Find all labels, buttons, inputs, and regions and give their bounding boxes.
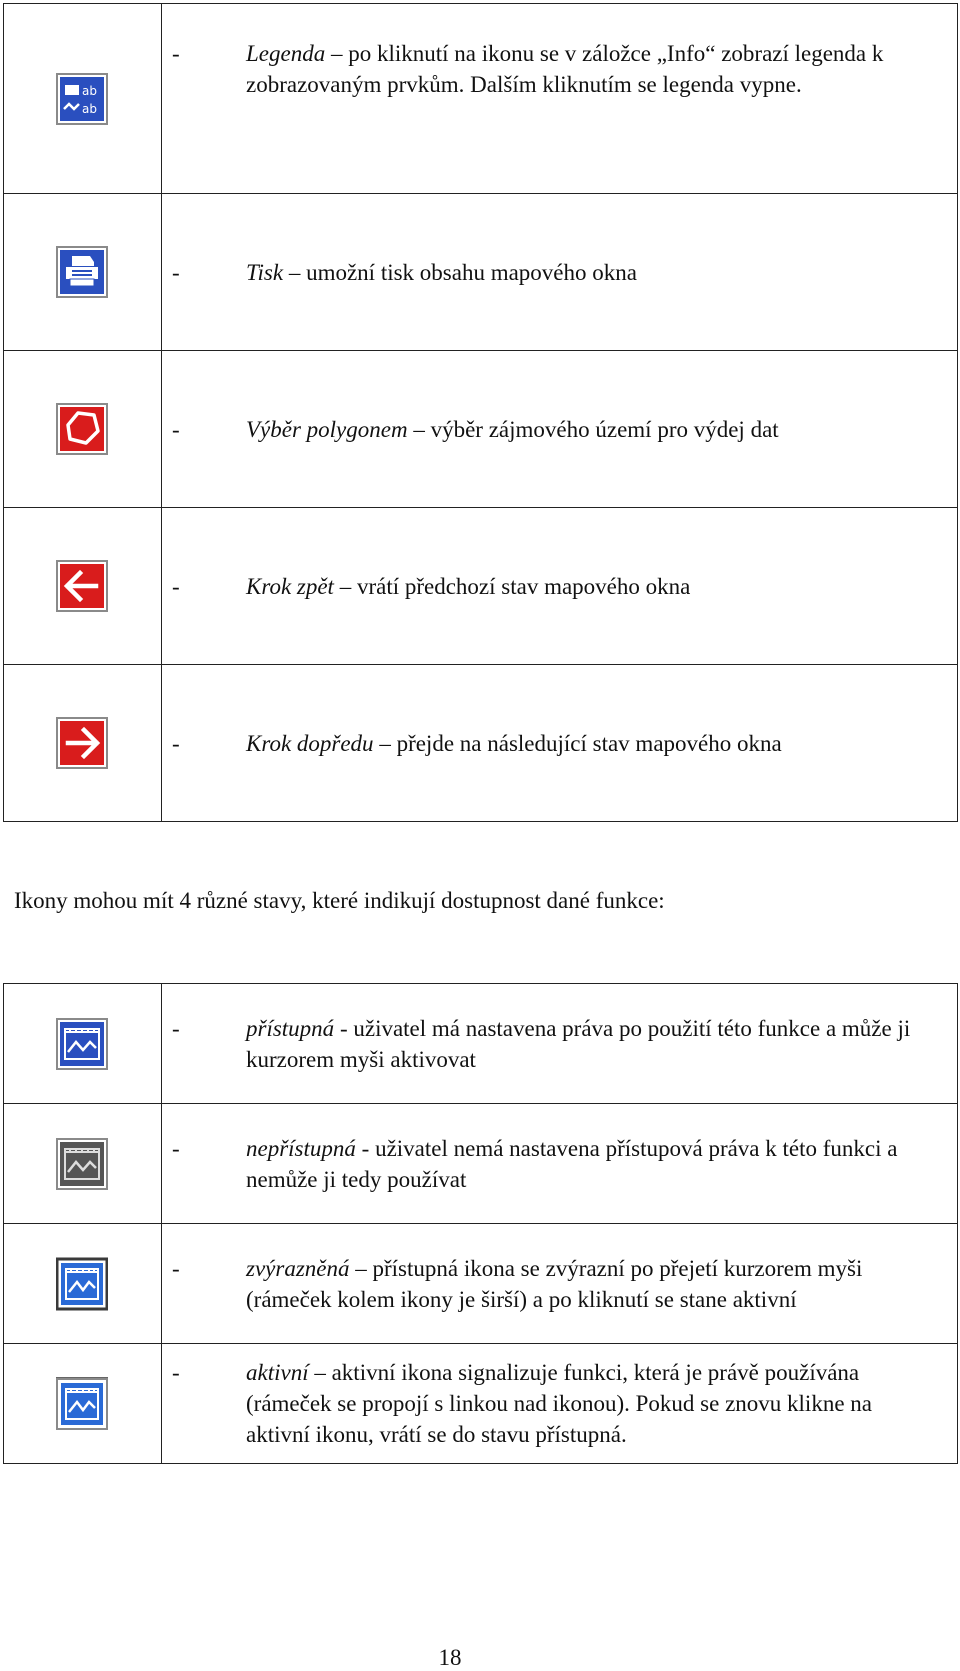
item-separator: – [407, 416, 431, 442]
dash-marker: - [172, 573, 180, 599]
list-item [172, 571, 939, 602]
description-cell [162, 1224, 958, 1344]
list-item [172, 1253, 939, 1315]
item-separator: – [325, 41, 349, 66]
item-description: uživatel má nastavena práva po použití této funkce a může ji kurzorem myši aktivovat [246, 1015, 911, 1072]
polygon-select-icon [56, 403, 161, 455]
description-cell [162, 984, 958, 1104]
item-description: aktivní ikona signalizuje funkci, která je právě používána (rámeček se propojí s linkou nad ikonou). Pokud se znovu klikne na aktivní ikonu, vrátí se do stavu přístupná. [246, 1360, 872, 1447]
dash-marker: - [172, 730, 180, 756]
icon-cell [4, 1104, 162, 1224]
svg-text:ab: ab [82, 83, 97, 98]
description-cell [162, 351, 958, 508]
item-separator: – [308, 1360, 332, 1385]
dash-marker: - [172, 1255, 180, 1281]
icon-states-table [3, 983, 958, 1464]
page-number: 18 [438, 1645, 462, 1670]
table-row [4, 508, 958, 665]
item-description: výběr zájmového území pro výdej dat [430, 416, 779, 442]
description-cell [162, 194, 958, 351]
item-term: přístupná [246, 1015, 335, 1041]
item-term: Krok zpět [246, 573, 334, 599]
dash-marker: - [172, 259, 180, 285]
item-description: umožní tisk obsahu mapového okna [306, 259, 637, 285]
dash-marker: - [172, 41, 180, 66]
item-term: Výběr polygonem [246, 416, 408, 442]
icon-cell [4, 665, 162, 822]
item-term: Krok dopředu [246, 730, 374, 756]
table-row [4, 1344, 958, 1464]
item-description: vrátí předchozí stav mapového okna [356, 573, 691, 599]
profile-active-icon [56, 1376, 161, 1432]
description-cell [162, 1104, 958, 1224]
list-item [172, 1133, 939, 1195]
icon-cell [4, 4, 162, 194]
item-term: nepřístupná [246, 1135, 356, 1161]
item-separator: – [349, 1255, 373, 1281]
item-description: přístupná ikona se zvýrazní po přejetí kurzorem myši (rámeček kolem ikony je širší) a po kliknutí se stane aktivní [246, 1255, 863, 1312]
dash-marker: - [172, 416, 180, 442]
list-item [172, 728, 939, 759]
icon-cell [4, 1224, 162, 1344]
dash-marker: - [172, 1360, 180, 1385]
table-row [4, 351, 958, 508]
table-row [4, 984, 958, 1104]
icon-cell [4, 1344, 162, 1464]
description-cell [162, 1344, 958, 1464]
item-separator: – [333, 573, 357, 599]
icon-cell [4, 508, 162, 665]
table-row [4, 665, 958, 822]
dash-marker: - [172, 1135, 180, 1161]
item-term: Tisk [246, 259, 284, 285]
list-item [172, 1013, 939, 1075]
item-description: po kliknutí na ikonu se v záložce „Info“ zobrazí legenda k zobrazovaným prvkům. Dalším kliknutím se legenda vypne. [246, 41, 884, 97]
table-row [4, 1224, 958, 1344]
profile-accessible-icon [56, 1018, 161, 1070]
item-separator: – [373, 730, 397, 756]
item-description: přejde na následující stav mapového okna [396, 730, 782, 756]
item-separator: - [334, 1015, 354, 1041]
description-cell [162, 4, 958, 194]
list-item [172, 38, 939, 100]
intro-text: Ikony mohou mít 4 různé stavy, které indikují dostupnost dané funkce: [14, 888, 665, 913]
forward-arrow-icon [56, 717, 161, 769]
table-row [4, 194, 958, 351]
list-item [172, 257, 939, 288]
description-cell [162, 665, 958, 822]
profile-highlighted-icon [56, 1256, 161, 1312]
item-term: aktivní [246, 1360, 309, 1385]
list-item [172, 414, 939, 445]
back-arrow-icon [56, 560, 161, 612]
toolbar-icons-table [3, 3, 958, 822]
print-icon [56, 246, 161, 298]
item-description: uživatel nemá nastavena přístupová práva k této funkci a nemůže ji tedy používat [246, 1135, 898, 1192]
table-row [4, 4, 958, 194]
list-item [172, 1357, 939, 1450]
item-term: Legenda [246, 41, 326, 66]
svg-text:ab: ab [82, 101, 97, 116]
description-cell [162, 508, 958, 665]
item-separator: – [283, 259, 307, 285]
icon-cell [4, 984, 162, 1104]
item-term: zvýrazněná [246, 1255, 350, 1281]
icon-cell [4, 194, 162, 351]
profile-inaccessible-icon [56, 1138, 161, 1190]
legend-icon [56, 73, 161, 125]
item-separator: - [355, 1135, 376, 1161]
dash-marker: - [172, 1015, 180, 1041]
icon-cell [4, 351, 162, 508]
table-row [4, 1104, 958, 1224]
